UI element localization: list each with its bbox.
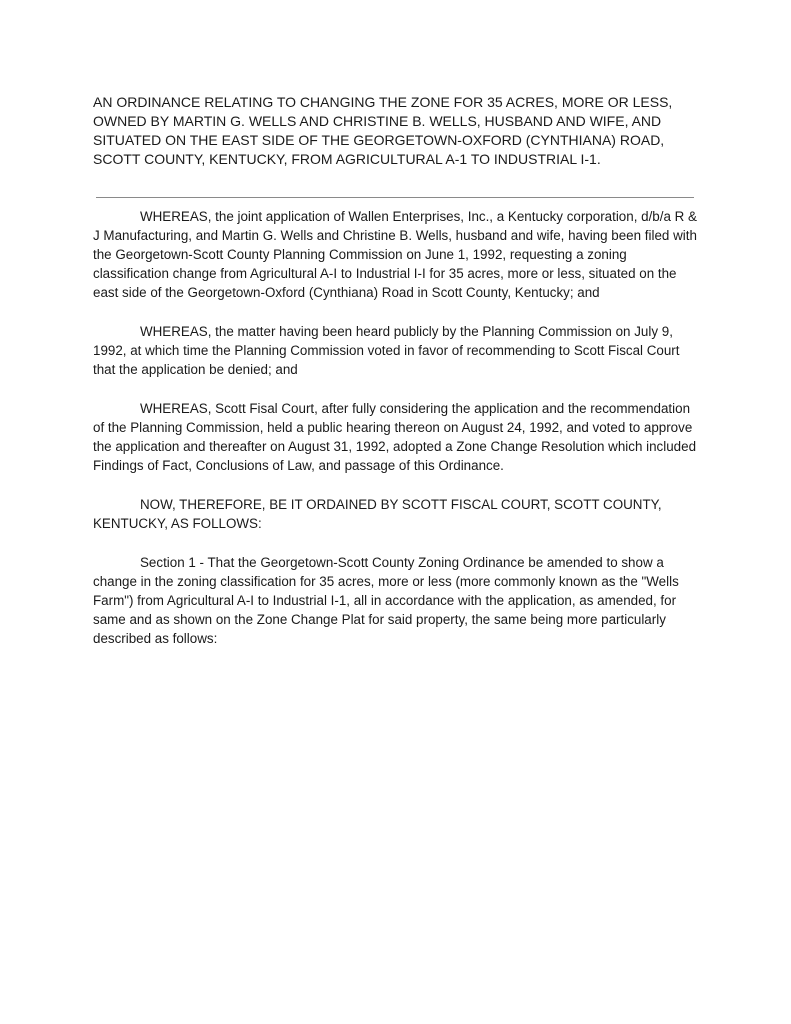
whereas-paragraph-application: WHEREAS, the joint application of Wallen Enterprises, Inc., a Kentucky corporation, d/b/a R & J Manufacturing, and Martin G. Wells and Christine B. Wells, husband and wife, having been filed with the Georgetown-Scott County Planning Commission on June 1, 1992, requesting a zoning classification change from Agricultural A-I to Industrial I-I for 35 acres, more or less, situated on the east side of the Georgetown-Oxford (Cynthiana) Road in Scott County, Kentucky; and	[93, 209, 697, 300]
document-body	[93, 207, 703, 668]
whereas-paragraph-fiscal-court: WHEREAS, Scott Fisal Court, after fully considering the application and the recommendation of the Planning Commission, held a public hearing thereon on August 24, 1992, and voted to approve the application and thereafter on August 31, 1992, adopted a Zone Change Resolution which included Findings of Fact, Conclusions of Law, and passage of this Ordinance.	[93, 401, 697, 473]
section-1-paragraph: Section 1 - That the Georgetown-Scott County Zoning Ordinance be amended to show a change in the zoning classification for 35 acres, more or less (more commonly known as the "Wells Farm") from Agricultural A-I to Industrial I-1, all in accordance with the application, as amended, for same and as shown on the Zone Change Plat for said property, the same being more particularly described as follows:	[93, 555, 679, 646]
ordinance-title: AN ORDINANCE RELATING TO CHANGING THE ZONE FOR 35 ACRES, MORE OR LESS, OWNED BY MARTIN G. WELLS AND CHRISTINE B. WELLS, HUSBAND AND WIFE, AND SITUATED ON THE EAST SIDE OF THE GEORGETOWN-OXFORD (CYNTHIANA) ROAD, SCOTT COUNTY, KENTUCKY, FROM AGRICULTURAL A-1 TO INDUSTRIAL I-1.	[93, 94, 673, 167]
whereas-paragraph-planning-commission: WHEREAS, the matter having been heard publicly by the Planning Commission on July 9, 1992, at which time the Planning Commission voted in favor of recommending to Scott Fiscal Court that the application be denied; and	[93, 324, 680, 377]
ordained-paragraph: NOW, THEREFORE, BE IT ORDAINED BY SCOTT FISCAL COURT, SCOTT COUNTY, KENTUCKY, AS FOLLOWS:	[93, 497, 662, 531]
title-divider	[96, 197, 694, 198]
